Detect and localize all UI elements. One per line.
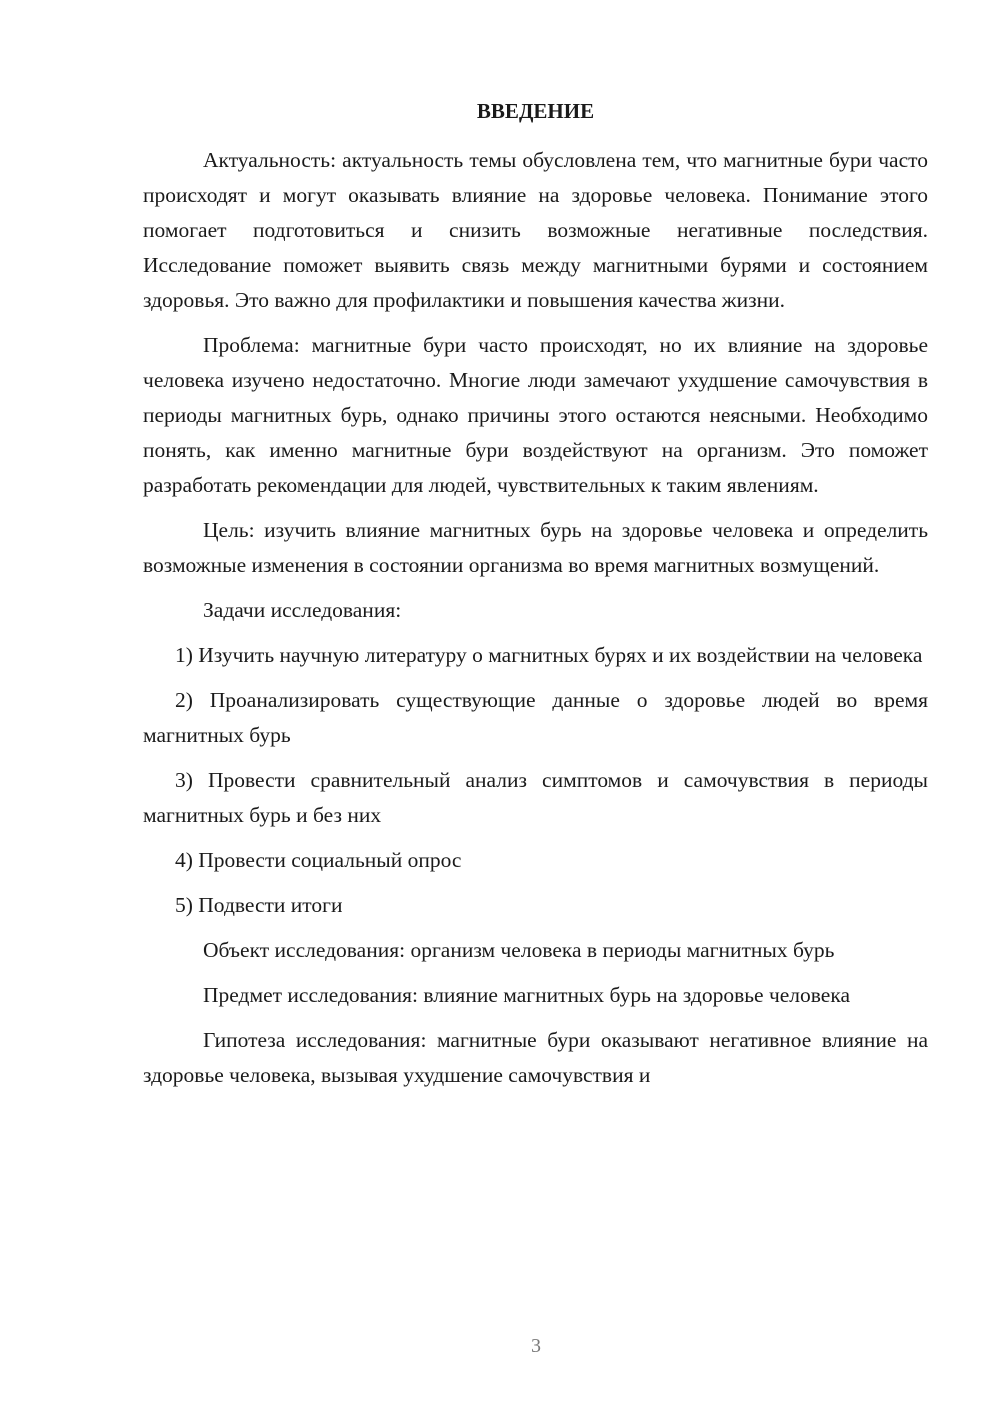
section-heading: ВВЕДЕНИЕ [476,99,595,123]
tasks-heading: Задачи исследования: [203,598,402,622]
paragraph-goal: Цель: изучить влияние магнитных бурь на здоровье человека и определить возможные изменения в состоянии организма во время магнитных возмущений. [143,518,928,577]
page-number: 3 [531,1335,541,1357]
body-text [143,143,928,1093]
paragraph-relevance: Актуальность: актуальность темы обусловлена тем, что магнитные бури часто происходят и могут оказывать влияние на здоровье человека. Понимание этого помогает подготовиться и снизить возможные негативные последствия. Исследование поможет выявить связь между магнитными бурями и состоянием здоровья. Это важно для профилактики и повышения качества жизни. [143,148,928,312]
paragraph-problem: Проблема: магнитные бури часто происходят, но их влияние на здоровье человека изучено недостаточно. Многие люди замечают ухудшение самочувствия в периоды магнитных бурь, однако причины этого остаются неясными. Необходимо понять, как именно магнитные бури воздействуют на организм. Это поможет разработать рекомендации для людей, чувствительных к таким явлениям. [143,333,928,497]
task-item: 5) Подвести итоги [175,893,343,917]
paragraph-hypothesis: Гипотеза исследования: магнитные бури оказывают негативное влияние на здоровье человека, вызывая ухудшение самочувствия и [143,1028,928,1087]
paragraph-subject: Предмет исследования: влияние магнитных бурь на здоровье человека [203,983,851,1007]
paragraph-object: Объект исследования: организм человека в периоды магнитных бурь [203,938,835,962]
task-item: 2) Проанализировать существующие данные о здоровье людей во время магнитных бурь [143,688,928,747]
task-item: 3) Провести сравнительный анализ симптомов и самочувствия в периоды магнитных бурь и без них [143,768,928,827]
task-item: 4) Провести социальный опрос [175,848,462,872]
task-item: 1) Изучить научную литературу о магнитных бурях и их воздействии на человека [175,643,923,667]
